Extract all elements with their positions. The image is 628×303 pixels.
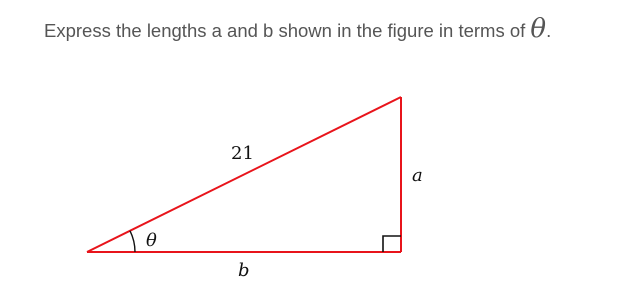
question-variable: θ [530,14,547,44]
hypotenuse-label: 21 [231,143,254,164]
hypotenuse-line [87,97,401,252]
side-a-label: a [412,165,423,186]
question-prefix: Express the lengths a and b shown in the figure in terms of [44,20,531,41]
angle-arc [130,231,135,252]
question-suffix: . [546,20,552,41]
side-b-label: b [238,260,250,281]
right-angle-marker [383,236,401,252]
angle-theta-label: θ [146,230,157,251]
